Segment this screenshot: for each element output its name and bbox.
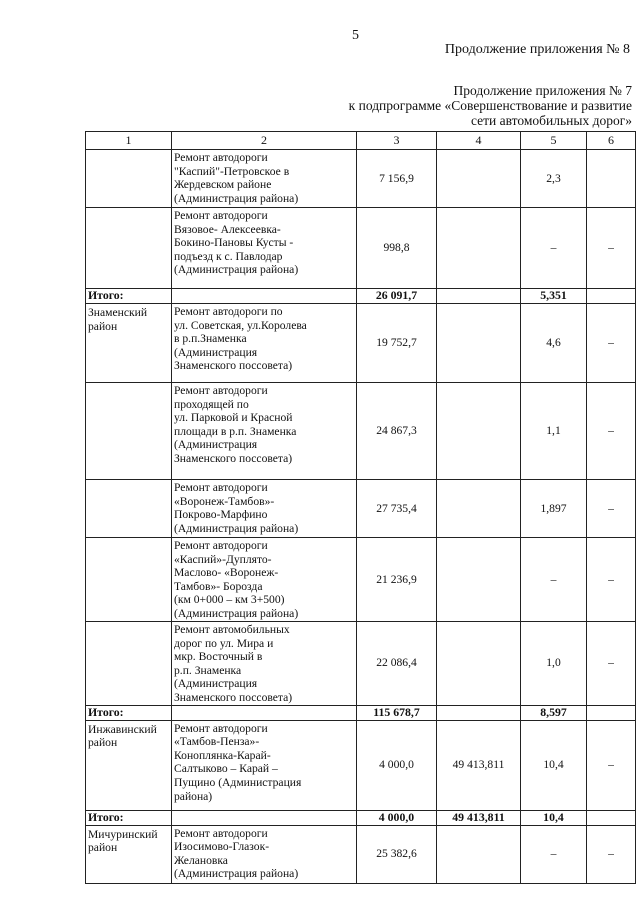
total-row [86,289,636,304]
amount-cell: 19 752,7 [357,304,437,383]
amount-cell: 25 382,6 [357,825,437,883]
table-row [86,208,636,289]
table-row [86,622,636,706]
appendix-8-continuation: Продолжение приложения № 8 [444,42,630,57]
amount-cell: 998,8 [357,208,437,289]
column-6-cell: – [587,480,636,538]
federal-amount-cell [437,383,521,480]
district-cell: Инжавинский район [86,720,172,810]
amount-cell: 4 000,0 [357,810,437,825]
total-label: Итого: [86,810,172,825]
empty-cell [172,810,357,825]
amount-cell: 7 156,9 [357,150,437,208]
work-description-cell: Ремонт автодороги "Каспий"-Петровское в Жердевском районе (Администрация района) [172,150,357,208]
federal-amount-cell [437,208,521,289]
federal-amount-cell: 49 413,811 [437,810,521,825]
federal-amount-cell [437,622,521,706]
column-header: 3 [357,132,437,150]
amount-cell: 115 678,7 [357,705,437,720]
table-row [86,720,636,810]
amount-cell: 26 091,7 [357,289,437,304]
district-cell: Знаменский район [86,304,172,383]
length-km-cell: 2,3 [521,150,587,208]
column-6-cell: – [587,622,636,706]
column-6-cell [587,150,636,208]
length-km-cell: 1,1 [521,383,587,480]
column-6-cell: – [587,825,636,883]
work-description-cell: Ремонт автодороги «Воронеж-Тамбов»- Покрово-Марфино (Администрация района) [172,480,357,538]
table-heading [349,83,632,128]
roads-repair-table [85,131,636,884]
table-row [86,825,636,883]
work-description-cell: Ремонт автомобильных дорог по ул. Мира и мкр. Восточный в р.п. Знаменка (Администрация Знаменского поссовета) [172,622,357,706]
column-6-cell: – [587,720,636,810]
column-6-cell: – [587,208,636,289]
column-6-cell: – [587,383,636,480]
federal-amount-cell [437,150,521,208]
table-row [86,538,636,622]
subprogram-line-1: к подпрограмме «Совершенствование и развитие [348,98,632,113]
amount-cell: 24 867,3 [357,383,437,480]
column-6-cell [587,705,636,720]
total-label: Итого: [86,705,172,720]
column-header: 6 [587,132,636,150]
amount-cell: 22 086,4 [357,622,437,706]
federal-amount-cell [437,289,521,304]
subprogram-line-2: сети автомобильных дорог» [471,113,632,128]
district-cell: Мичуринский район [86,825,172,883]
column-header: 4 [437,132,521,150]
appendix-7-continuation: Продолжение приложения № 7 [453,83,632,98]
length-km-cell: 1,0 [521,622,587,706]
table-row [86,383,636,480]
total-row [86,705,636,720]
amount-cell: 21 236,9 [357,538,437,622]
federal-amount-cell [437,304,521,383]
amount-cell: 27 735,4 [357,480,437,538]
column-6-cell: – [587,538,636,622]
work-description-cell: Ремонт автодороги по ул. Советская, ул.Королева в р.п.Знаменка (Администрация Знаменского поссовета) [172,304,357,383]
empty-cell [172,705,357,720]
work-description-cell: Ремонт автодороги Изосимово-Глазок- Желановка (Администрация района) [172,825,357,883]
work-description-cell: Ремонт автодороги проходящей по ул. Парковой и Красной площади в р.п. Знаменка (Администрация Знаменского поссовета) [172,383,357,480]
district-cell [86,622,172,706]
column-6-cell [587,289,636,304]
district-cell [86,208,172,289]
page-number: 5 [352,28,359,43]
length-km-cell: 1,897 [521,480,587,538]
federal-amount-cell: 49 413,811 [437,720,521,810]
column-6-cell: – [587,304,636,383]
federal-amount-cell [437,480,521,538]
length-km-cell: – [521,208,587,289]
total-row [86,810,636,825]
length-km-cell: 8,597 [521,705,587,720]
length-km-cell: 10,4 [521,720,587,810]
length-km-cell: 5,351 [521,289,587,304]
length-km-cell: – [521,538,587,622]
table-row [86,480,636,538]
total-label: Итого: [86,289,172,304]
column-6-cell [587,810,636,825]
length-km-cell: – [521,825,587,883]
work-description-cell: Ремонт автодороги «Тамбов-Пенза»- Коноплянка-Карай- Салтыково – Карай – Пущино (Администрация района) [172,720,357,810]
length-km-cell: 10,4 [521,810,587,825]
table-row [86,150,636,208]
federal-amount-cell [437,538,521,622]
column-header: 5 [521,132,587,150]
work-description-cell: Ремонт автодороги «Каспий»-Дуплято- Маслово- «Воронеж- Тамбов»- Борозда (км 0+000 – км 3+500) (Администрация района) [172,538,357,622]
work-description-cell: Ремонт автодороги Вязовое- Алексеевка- Бокино-Пановы Кусты - подъезд к с. Павлодар (Администрация района) [172,208,357,289]
empty-cell [172,289,357,304]
district-cell [86,538,172,622]
length-km-cell: 4,6 [521,304,587,383]
column-header: 1 [86,132,172,150]
column-header: 2 [172,132,357,150]
district-cell [86,150,172,208]
federal-amount-cell [437,705,521,720]
district-cell [86,480,172,538]
column-number-row [86,132,636,150]
table-row [86,304,636,383]
federal-amount-cell [437,825,521,883]
district-cell [86,383,172,480]
amount-cell: 4 000,0 [357,720,437,810]
